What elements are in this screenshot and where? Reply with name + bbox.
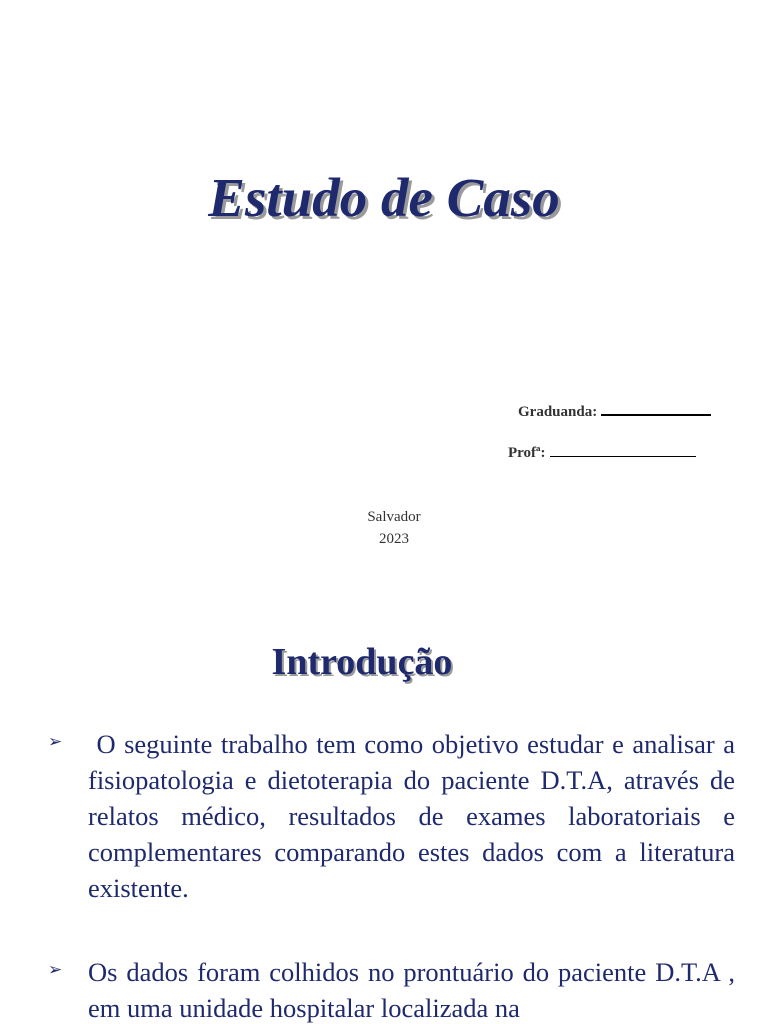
introduction-slide [0,576,768,1024]
professor-blank-line [550,444,696,457]
introduction-title: Introdução [271,641,453,683]
bullet-text: Os dados foram colhidos no prontuário do paciente D.T.A , em uma unidade hospitalar localizada na [88,957,735,1023]
bullet-item [0,726,768,906]
bullet-item [0,954,768,1024]
city-text: Salvador [367,509,421,525]
bullet-list [0,726,768,1024]
graduanda-blank-line [601,402,711,416]
professor-field [508,444,696,462]
arrow-bullet-icon: ➢ [48,960,63,980]
graduanda-label: Graduanda: [518,404,598,420]
professor-label: Profª: [508,445,546,461]
cover-title: Estudo de Caso [208,167,560,228]
year-text: 2023 [379,531,409,547]
bullet-text: O seguinte trabalho tem como objetivo estudar e analisar a fisiopatologia e dietoterapia do paciente D.T.A, através de relatos médico, resultados de exames laboratoriais e complementares comparando estes dados com a literatura existente. [88,729,735,903]
graduanda-field [518,402,711,421]
arrow-bullet-icon: ➢ [48,732,63,752]
